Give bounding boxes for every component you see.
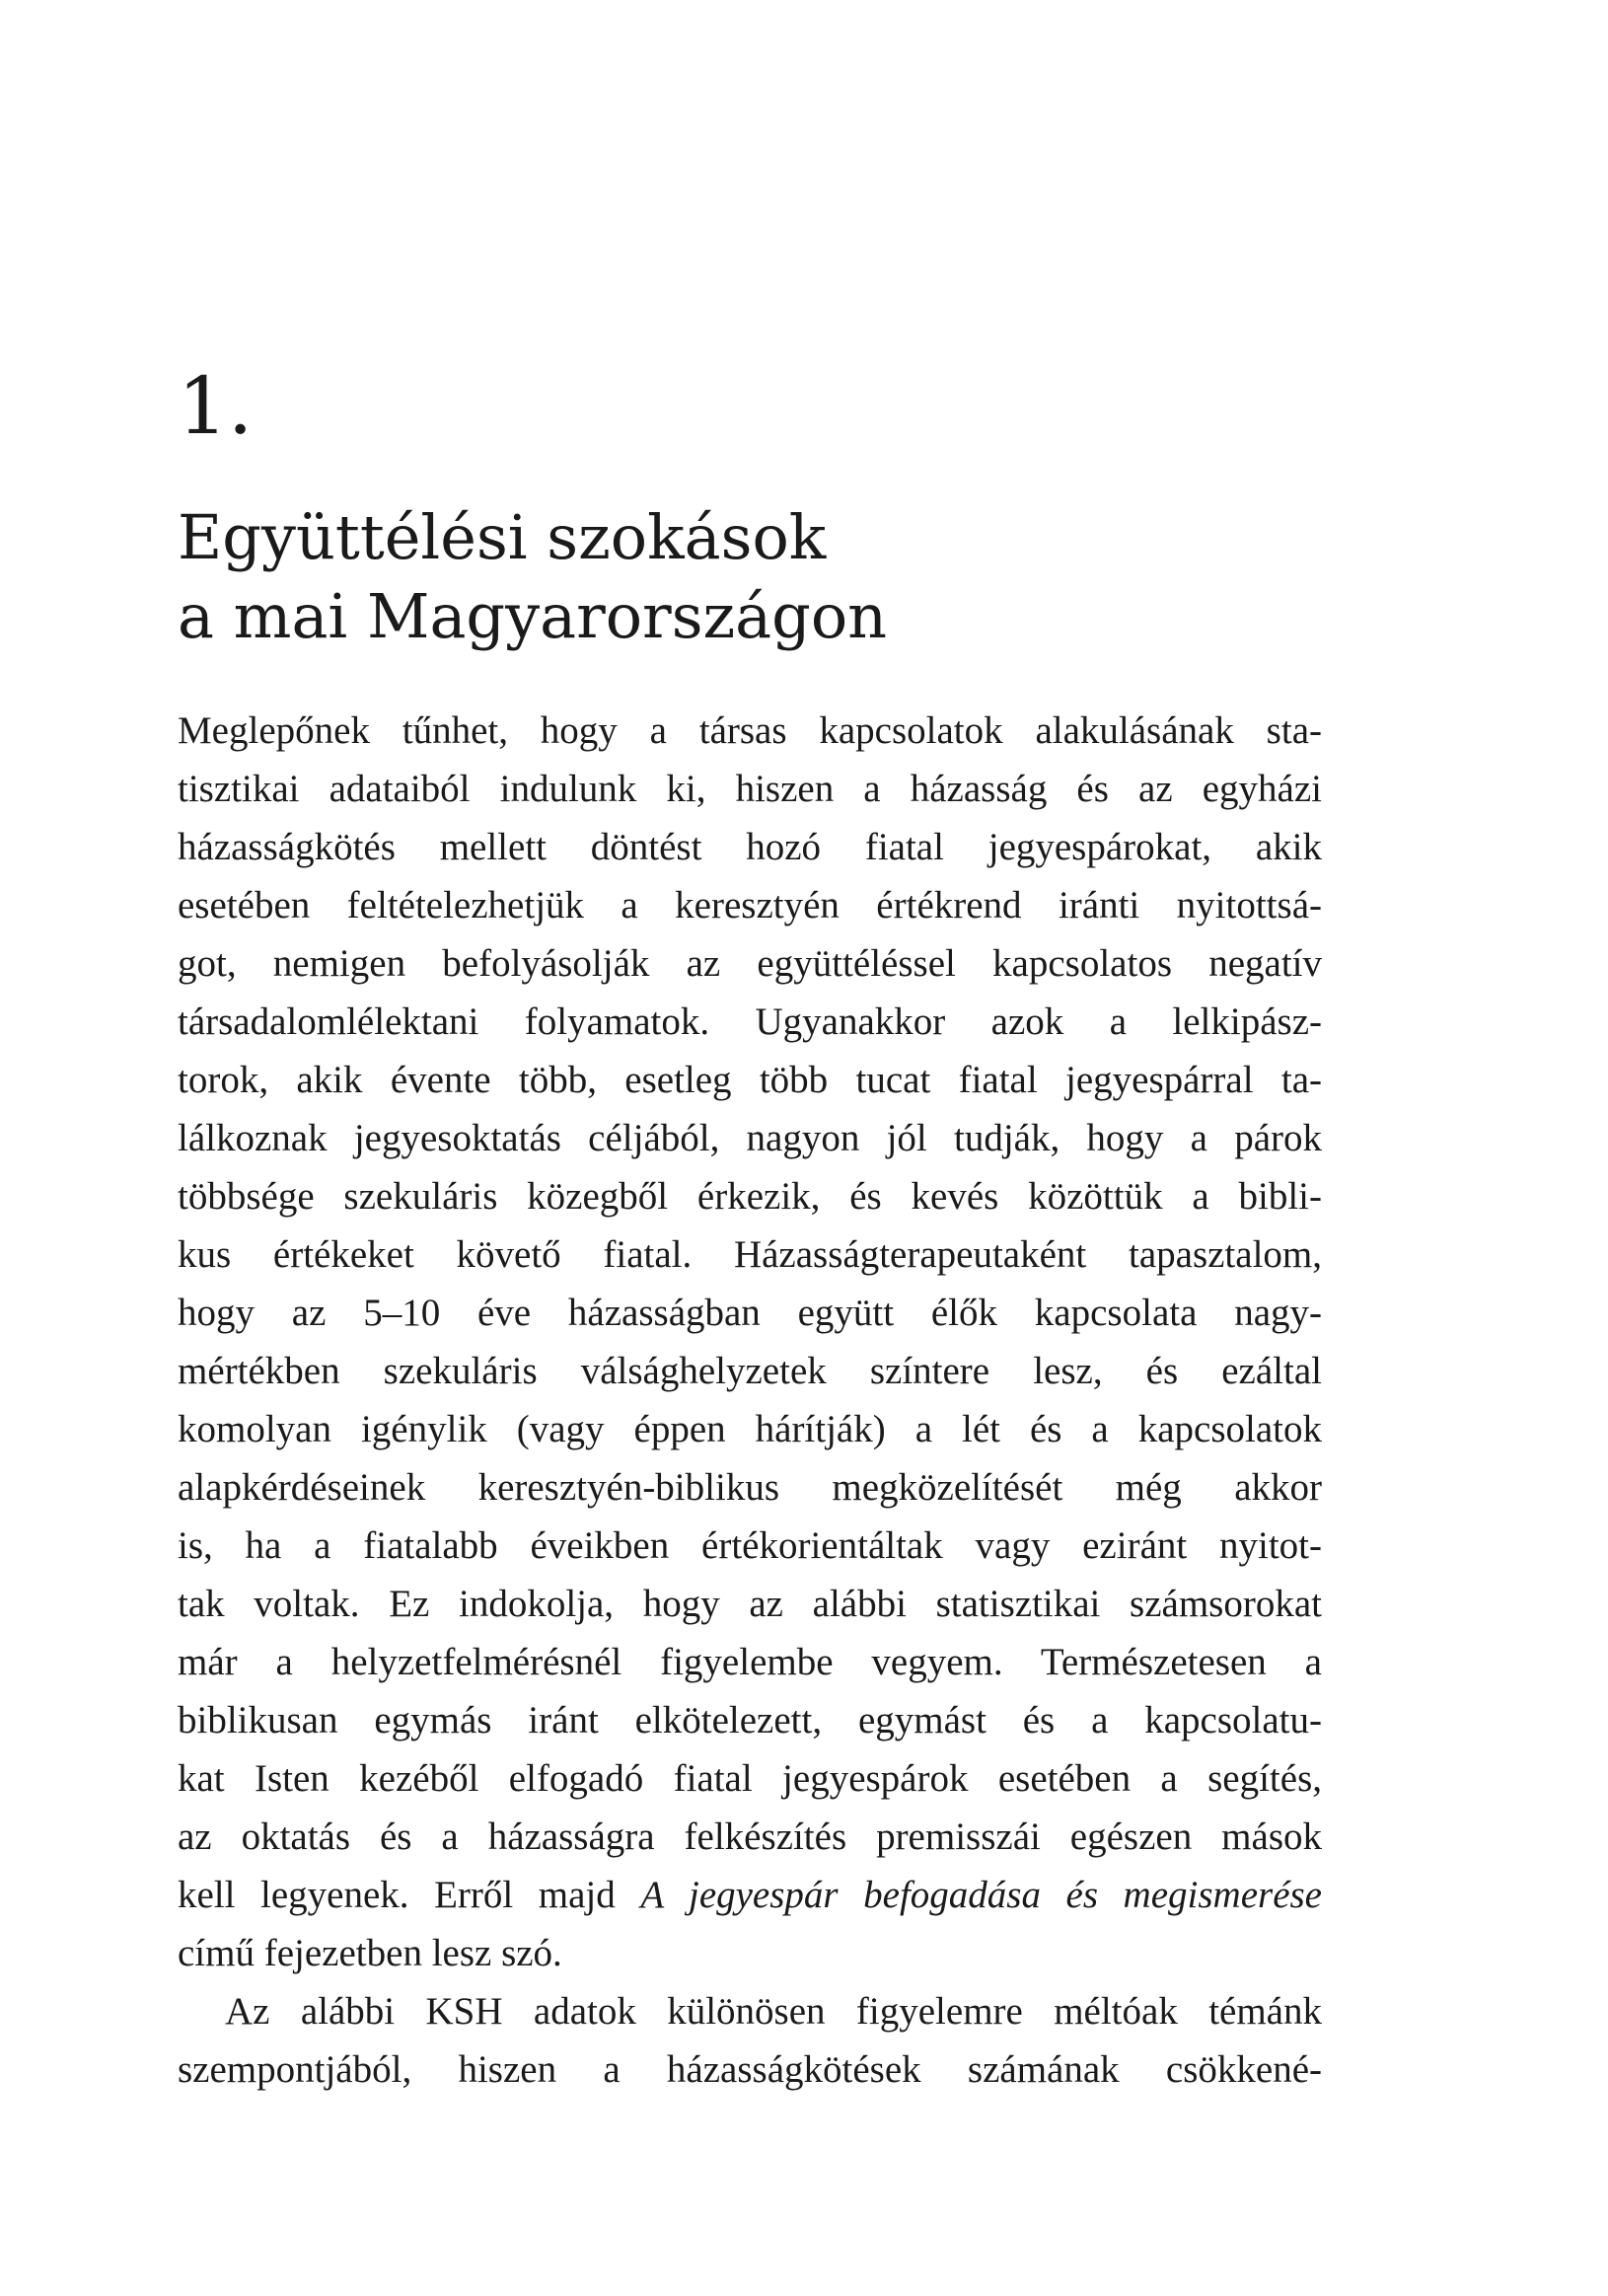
text-line: tak voltak. Ez indokolja, hogy az alábbi statisztikai számsorokat [178,1583,1322,1625]
text-line: hogy az 5–10 éve házasságban együtt élők kapcsolata nagy- [178,1292,1322,1334]
paragraph-2 [178,1982,1322,2099]
text-line: az oktatás és a házasságra felkészítés premisszái egészen mások [178,1815,1322,1858]
text-segment: kell legyenek. Erről majd [178,1874,641,1916]
chapter-number: 1. [178,360,254,452]
text-line: szempontjából, hiszen a házasságkötések számának csökkené- [178,2048,1322,2091]
text-line: komolyan igénylik (vagy éppen hárítják) a lét és a kapcsolatok [178,1408,1322,1450]
chapter-title-line: Együttélési szokások [178,501,827,573]
text-line: többsége szekuláris közegből érkezik, és kevés közöttük a bibli- [178,1175,1322,1218]
text-line: kat Isten kezéből elfogadó fiatal jegyespárok esetében a segítés, [178,1757,1322,1800]
text-line: is, ha a fiatalabb éveikben értékorientáltak vagy eziránt nyitot- [178,1524,1322,1567]
text-line: című fejezetben lesz szó. [178,1932,562,1974]
text-line: biblikusan egymás iránt elkötelezett, egymást és a kapcsolatu- [178,1699,1322,1741]
text-line: kus értékeket követő fiatal. Házasságterapeutaként tapasztalom, [178,1233,1322,1276]
text-line: házasságkötés mellett döntést hozó fiatal jegyespárokat, akik [178,826,1322,868]
text-line: már a helyzetfelmérésnél figyelembe vegyem. Természetesen a [178,1641,1322,1683]
text-line: got, nemigen befolyásolják az együttéléssel kapcsolatos negatív [178,942,1322,985]
text-line: torok, akik évente több, esetleg több tucat fiatal jegyespárral ta- [178,1059,1322,1101]
text-line: Az alábbi KSH adatok különösen figyelemre méltóak témánk [225,1990,1322,2033]
referenced-chapter-title: A jegyespár befogadása és megismerése [640,1874,1322,1916]
chapter-title-line: a mai Magyarországon [178,580,888,652]
paragraph-1 [178,702,1322,1982]
body-text [178,702,1322,2099]
text-line: lálkoznak jegyesoktatás céljából, nagyon jól tudják, hogy a párok [178,1117,1322,1159]
text-line: esetében feltételezhetjük a keresztyén értékrend iránti nyitottsá- [178,884,1322,926]
text-line-with-title [178,1866,1322,1924]
text-line: alapkérdéseinek keresztyén-biblikus megközelítését még akkor [178,1466,1322,1509]
text-line: Meglepőnek tűnhet, hogy a társas kapcsolatok alakulásának sta- [178,709,1322,752]
text-line: tisztikai adataiból indulunk ki, hiszen a házasság és az egyházi [178,768,1322,810]
text-line: társadalomlélektani folyamatok. Ugyanakkor azok a lelkipász- [178,1000,1322,1043]
text-line: mértékben szekuláris válsághelyzetek színtere lesz, és ezáltal [178,1350,1322,1392]
chapter-title [178,498,887,656]
